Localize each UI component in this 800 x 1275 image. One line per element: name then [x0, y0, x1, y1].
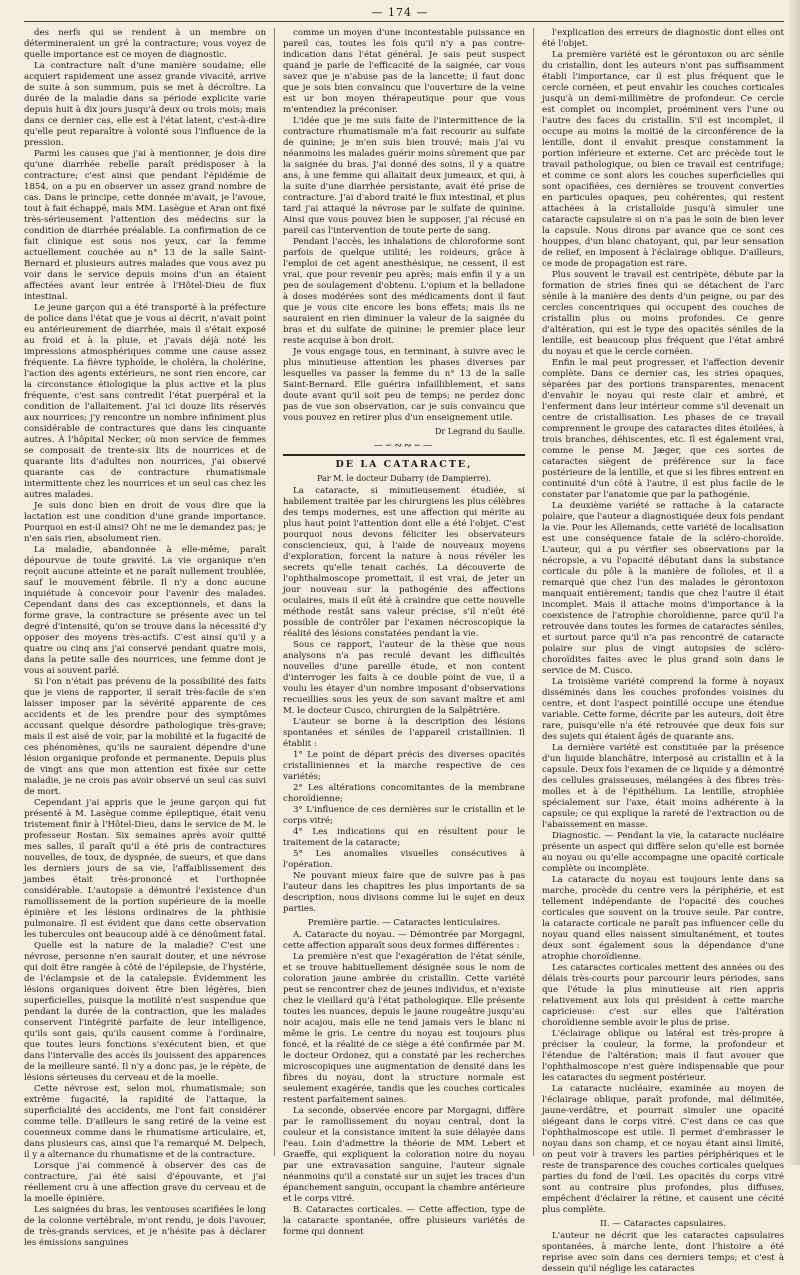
paragraph: l'explication des erreurs de diagnostic dont elles ont été l'objet. — [542, 28, 784, 49]
header-rule — [24, 21, 784, 22]
paragraph: La seconde, observée encore par Morgagni, diffère par le ramollissement du noyau central, dont la couleur et la consistance imitent la suie délayée dans l'eau. Loin d'admettre la théorie de MM. Lebert et Graeffe, qui expliquent la coloration noire du noyau par une extravasation sanguine, l'auteur signale néanmoins qu'il a constaté sur un sujet les traces d'un épanchement sanguin, occupant la chambre antérieure et le corps vitré. — [283, 1106, 525, 1204]
paragraph: 2° Les altérations concomitantes de la membrane choroïdienne; — [283, 783, 525, 804]
paragraph: Le jeune garçon qui a été transporté à la préfecture de police dans l'état que je vous ai décrit, n'avait point eu antérieurement de diarrhée, mais il s'était exposé au froid et à la pluie, et j'avais déjà noté les impressions atmosphériques comme une cause assez fréquente. La fièvre typhoïde, le choléra, la cholérine, l'action des agents extérieurs, ne sont rien encore, car la circonstance étiologique la plus active et la plus fréquente, c'est sans contredit l'état puerpéral et la condition de l'allaitement. J'ai ici douze lits réservés aux nourrices; j'y rencontre un nombre infiniment plus considérable de contractures que dans les cinquante autres. À l'hôpital Necker, où mon service de femmes se composait de trente-six lits de nourrices et de quarante lits d'adultes non nourrices, j'ai observé quarante cas de contracture rhumatismale intermittente chez les nourrices et un seul cas chez les autres malades. — [24, 303, 266, 500]
paragraph: 3° L'influence de ces dernières sur le cristallin et le corps vitré; — [283, 805, 525, 826]
paragraph: La première n'est que l'exagération de l'état sénile, et se trouve habituellement désignée sous le nom de coloration jaune ambrée du cristallin. Cette variété peut se rencontrer chez de jeunes individus, et n'existe chez le vieillard qu'à l'état pathologique. Elle présente toutes les nuances, depuis le jaune rougeâtre jusqu'au noir acajou, mais elle ne tend jamais vers le blanc ni même le gris. Le centre du noyau est toujours plus foncé, et la réalité de ce siège a été confirmée par M. le docteur Ordonez, qui a constaté par les recherches microscopiques une augmentation de densité dans les fibres du noyau, dont la structure normale est seulement exagérée, tandis que les couches corticales restent parfaitement saines. — [283, 952, 525, 1105]
author-signature: Dr Legrand du Saulle. — [435, 427, 525, 436]
paragraph: 1° Le point de départ précis des diverses opacités cristalliniennes et la marche respective de ces variétés; — [283, 750, 525, 782]
paragraph: A. Cataracte du noyau. — Démontrée par Morgagni, cette affection apparaît sous deux formes différentes : — [283, 930, 525, 951]
section-heading: Première partie. — Cataractes lenticulaires. — [307, 918, 501, 928]
column-right — [542, 28, 784, 1274]
paragraph: La dernière variété est constituée par la présence d'un liquide blanchâtre, interposé au cristallin et à la capsule. Deux fois l'examen de ce liquide y a démontré des cellules graisseuses, mélangées à des fibres très-molles et à de l'épithélium. La lentille, atrophiée spécialement sur l'axe, était moins adhérente à la capsule; ce qui explique la rareté de l'extraction ou de l'abaissement en masse. — [542, 743, 784, 830]
paragraph: Les saignées du bras, les ventouses scarifiées le long de la colonne vertébrale, m'ont rendu, je dois l'avouer, de très-grands services, et je n'hésite pas à déclarer les émissions sanguines — [24, 1205, 266, 1248]
page-edge-shadow — [786, 0, 800, 1165]
column-middle — [283, 28, 525, 1237]
paragraph: 4° Les indications qui en résultent pour le traitement de la cataracte; — [283, 827, 525, 848]
paragraph: des nerfs qui se rendent à un membre on détermineraient un gré la contracture; vous voyez de quelle importance est ce moyen de diagnostic. — [24, 28, 266, 60]
paragraph: Cependant j'ai appris que le jeune garçon qui fut présenté à M. Lasègue comme épileptique, était venu tristement finir à l'Hôtel-Dieu, dans le service de M. le professeur Rostan. Six semaines après avoir quitté mes salles, il paraît qu'il a été pris de contractures nouvelles, de toux, de dyspnée, de sueurs, et que dans les derniers jours de sa vie, l'affaiblissement des jambes était très-prononcé et l'orthopnée considérable. L'autopsie a démontré l'existence d'un ramollissement de la portion supérieure de la moelle épinière et les lésions ordinaires de la phthisie pulmonaire. Il est évident que dans cette observation les tubercules ont beaucoup aidé à ce dénoûment fatal. — [24, 798, 266, 940]
paragraph: La deuxième variété se rattache à la cataracte polaire, que l'auteur a diagnostiquée deux fois pendant la vie. Pour les Allemands, cette variété de localisation est une conséquence fatale de la scléro-choroïde. L'auteur, qui a pu vérifier ses observations par la nécropsie, a vu l'opacité débutant dans la substance corticale du pôle à la manière de folioles, et il a remarqué que chez l'un des malades le gérontoxon manquait entièrement; tandis que chez l'autre il était incomplet. Mais il attache moins d'importance à la coexistence de l'atrophie choroïdienne, parce qu'il l'a retrouvée dans toutes les formes de cataractes séniles, et surtout parce qu'il n'a pas rencontré de cataracte polaire sur plus de vingt autopsies de scléro-choroïdites faites avec le plus grand soin dans le service de M. Cusco. — [542, 501, 784, 676]
paragraph: Parmi les causes que j'ai à mentionner, je dois dire qu'une diarrhée rebelle paraît prédisposer à la contracture; c'est ainsi que pendant l'épidémie de 1854, on a pu en observer un assez grand nombre de cas. Dans le principe, cette donnée m'avait, je l'avoue, tout à fait échappé, mais MM. Lasègue et Aran ont fixé très-sérieusement l'attention des médecins sur la condition de diarrhée préalable. La confirmation de ce fait clinique est sous nos yeux, car la femme actuellement couchée au n° 13 de la salle Saint-Bernard et plusieurs autres malades que vous avez pu voir dans le service depuis moins d'un an étaient affectées avant leur entrée à l'Hôtel-Dieu de flux intestinal. — [24, 149, 266, 302]
paragraph: Je suis donc bien en droit de vous dire que la lactation est une condition d'une grande importance. Pourquoi en est-il ainsi? Oh! ne me le demandez pas; je n'en sais rien, absolument rien. — [24, 501, 266, 544]
paragraph: Diagnostic. — Pendant la vie, la cataracte nucléaire présente un aspect qui diffère selon qu'elle est bornée au noyau ou qu'elle accompagne une opacité corticale complète ou incomplète. — [542, 831, 784, 874]
paragraph: La cataracte du noyau est toujours lente dans sa marche, procède du centre vers la périphérie, et est tellement indépendante de l'opacité des couches corticales que souvent on la trouve seule. Par contre, la cataracte corticale ne paraît pas influencer celle du noyau quand elles naissent simultanément, et toutes deux sont également sous la dépendance d'une atrophie choroïdienne. — [542, 875, 784, 962]
paragraph: 5° Les anomalies visuelles consécutives à l'opération. — [283, 849, 525, 870]
paragraph: La contracture naît d'une manière soudaine; elle acquiert rapidement une assez grande vivacité, arrive de suite à son summum, puis se met à décroître. La durée de la maladie dans sa période explicite varie depuis huit à dix jours jusqu'à deux ou trois mois; mais dans ce dernier cas, elle est à l'état latent, c'est-à-dire qu'elle peut reparaître à volonté sous l'influence de la pression. — [24, 61, 266, 148]
paragraph: Sous ce rapport, l'auteur de la thèse que nous analysons n'a pas reculé devant les difficultés nouvelles d'une pareille étude, et non content d'interroger les faits à ce double point de vue, il a voulu les étayer d'un nombre imposant d'observations recueillies sous les yeux de son savant maître et ami M. le docteur Cusco, chirurgien de la Salpêtrière. — [283, 640, 525, 716]
paragraph: Plus souvent le travail est centripète, débute par la formation de stries fines qui se détachent de l'arc sénile à la manière des dents d'un peigne, ou par des cercles concentriques qui occupent des couches de cristallin plus ou moins profondes. Ce genre d'altération, qui est le type des opacités séniles de la lentille, est beaucoup plus fréquent que l'état ambré du noyau et que le cercle cornéen. — [542, 270, 784, 357]
paragraph: Cette névrose est, selon moi, rhumatismale; son extrême fugacité, la rapidité de l'attaque, la superficialité des accidents, me l'ont fait considérer comme telle. D'ailleurs le sang retiré de la veine est couenneux comme dans le rhumatisme articulaire, et, dans plusieurs cas, ainsi que l'a remarqué M. Delpech, il y a alternance du rhumatisme et de la contracture. — [24, 1084, 266, 1160]
paragraph: Pendant l'accès, les inhalations de chloroforme sont parfois de quelque utilité; les roideurs, grâce à l'emploi de cet agent anesthésique, ne cessent, il est vrai, que pour revenir peu après; mais enfin il y a un peu de soulagement d'obtenu. L'opium et la belladone à doses modérées sont des médicaments dont il faut que je vous cite encore les bons effets; mais ils ne sauraient en rien diminuer la valeur de la saignée du bras et du sulfate de quinine: le premier place leur reste acquise à bon droit. — [283, 237, 525, 346]
paragraph: La cataracte nucléaire, examinée au moyen de l'éclairage oblique, paraît profonde, mal délimitée, jaune-verdâtre, et pourrait simuler une opacité siégeant dans le corps vitré. C'est dans ce cas que l'ophthalmoscope est utile. Il permet d'embrasser le noyau dans son champ, et ce noyau étant ainsi limité, on peut voir à travers les parties périphériques et le reste de transparence des couches corticales quelques parties du fond de l'œil. Les opacités du corps vitré sont au contraire plus profondes, plus diffuses, empêchent d'éclairer la rétine, et causent une cécité plus complète. — [542, 1084, 784, 1215]
paragraph: Lorsque j'ai commencé à observer des cas de contracture, j'ai été saisi d'épouvante, et j'ai réellement cru à une affection grave du cerveau et de la moelle épinière. — [24, 1161, 266, 1204]
section-ornament: —∽∾∾∽— — [373, 441, 435, 451]
paragraph: L'idée que je me suis faite de l'intermittence de la contracture rhumatismale m'a fait recourir au sulfate de quinine; je m'en suis bien trouvé; mais j'ai vu néanmoins les malades guérir moins sûrement que par la saignée du bras. J'ai donné des soins, il y a quatre ans, à une femme qui allaitait deux jumeaux, et qui, à la suite d'une diarrhée persistante, avait été prise de contracture. J'ai d'abord traité le flux intestinal, et plus tard j'ai attaqué la névrose par le sulfate de quinine. Ainsi que vous pouvez bien le supposer, j'ai récusé en pareil cas l'intervention de toute perte de sang. — [283, 116, 525, 236]
paragraph: La première variété est le gérontoxon ou arc sénile du cristallin, dont les auteurs n'ont pas suffisamment établi l'importance, car il est plus fréquent que le cercle cornéen, et peut envahir les couches corticales jusqu'à un demi-millimètre de profondeur. Ce cercle est complet ou incomplet, proéminent vers l'une ou l'autre des faces du cristallin. S'il est incomplet, il occupe au moins la moitié de la circonférence de la lentille, dont il envahit presque constamment la portion inférieure et externe. Cet arc précède tout le travail pathologique, ou bien ce travail est centrifuge; et comme ce sont alors les couches superficielles qui sont opacifiées, ces dernières se trouvent converties en particules opaques, peu cohérentes, qui restent attachées à la cristalloïde jusqu'à simuler une cataracte capsulaire si on n'a pas le soin de bien lever la capsule. Nous dirons par avance que ce sont ces houppes, d'un blanc chatoyant, qui, par leur sensation de relief, en imposent à l'éclairage oblique. D'ailleurs, ce mode de propagation est rare. — [542, 50, 784, 269]
article-byline: Par M. le docteur Dubarry (de Dampierre). — [316, 474, 492, 483]
page-number: — 174 — — [371, 6, 429, 19]
paragraph: Si l'on n'était pas prévenu de la possibilité des faits que je viens de rapporter, il serait très-facile de s'en laisser imposer par la sévérité apparente de ces accidents et de les prendre pour des symptômes accusant quelque désordre pathologique très-grave; mais il est aisé de voir, par la mobilité et la fugacité de ces phénomènes, qu'ils ne sauraient dépendre d'une lésion organique profonde et permanente. Depuis plus de vingt ans que mon attention est fixée sur cette maladie, je ne crois pas avoir observé un seul cas suivi de mort. — [24, 677, 266, 797]
column-divider — [274, 28, 275, 1156]
paragraph: La maladie, abandonnée à elle-même, paraît dépourvue de toute gravité. La vie organique n'en reçoit aucune atteinte et ne paraît nullement troublée, sauf le mouvement fébrile. Il n'y a donc aucune inquiétude à concevoir pour l'avenir des malades. Cependant dans des cas exceptionnels, et dans la forme grave, la contracture se présente avec un tel degré d'intensité, qu'on se trouve dans la nécessité d'y opposer des moyens très-actifs. C'est ainsi qu'il y a quatre ou cinq ans j'ai conservé pendant quatre mois, dans la petite salle des nourrices, une femme dont je vous ai souvent parlé. — [24, 545, 266, 676]
section-heading: II. — Cataractes capsulaires. — [600, 1219, 726, 1229]
paragraph: L'auteur se borne à la description des lésions spontanées et séniles de l'appareil cristallinien. Il établit : — [283, 717, 525, 749]
paragraph: Ne pouvant mieux faire que de suivre pas à pas l'auteur dans les chapitres les plus importants de sa description, nous divisons comme lui le sujet en deux parties. — [283, 871, 525, 914]
paragraph: Quelle est la nature de la maladie? C'est une névrose, personne n'en saurait douter, et une névrose qui doit être rangée à côté de l'épilepsie, de l'hystérie, de l'éclampsie et de la catalepsie. Évidemment les lésions organiques doivent être bien légères, bien superficielles, puisque la motilité n'est suspendue que pendant la durée de la contraction, que les malades conservent l'intégrité parfaite de leur intelligence, qu'ils sont gais, qu'ils causent comme à l'ordinaire, que toutes leurs fonctions s'exécutent bien, et que dans l'intervalle des accès ils jouissent des apparences de la meilleure santé. Il n'y a donc pas, je le répète, de lésions sérieuses du cerveau et de la moelle. — [24, 941, 266, 1083]
paragraph: La cataracte, si minutieusement étudiée, si habilement traitée par les chirurgiens les plus célèbres des temps modernes, est une affection qui mérite au plus haut point l'attention dont elle a été l'objet. C'est pourquoi nous devons féliciter les observateurs consciencieux, qui, à l'aide de nouveaux moyens d'exploration, forcent la nature à nous révéler les secrets qu'elle tenait cachés. La découverte de l'ophthalmoscope promettait, il est vrai, de jeter un jour nouveau sur la pathogénie des affections oculaires, mais il eût été à craindre que cette nouvelle méthode restât sans valeur précise, s'il n'eût été possible de contrôler par l'examen nécroscopique la réalité des lésions constatées pendant la vie. — [283, 486, 525, 639]
article-title: DE LA CATARACTE, — [283, 454, 525, 470]
column-divider — [533, 28, 534, 1156]
column-left — [24, 28, 266, 1248]
paragraph: Les cataractes corticales mettent des années ou des délais très-courts pour parcourir leurs périodes, sans que l'étude la plus minutieuse ait rien appris relativement aux lois qui président à cette marche capricieuse: c'est sur elles que l'altération choroïdienne semble avoir le plus de prise. — [542, 963, 784, 1028]
paragraph: B. Cataractes corticales. — Cette affection, type de la cataracte spontanée, offre plusieurs variétés de forme qui donnent — [283, 1205, 525, 1237]
paragraph: Enfin le mal peut progresser, et l'affection devenir complète. Dans ce dernier cas, les stries opaques, séparées par des portions transparentes, menacent d'envahir le noyau qui reste clair et ambré, et l'enferment dans leur intérieur comme s'il devenait un centre de cristallisation. Les phases de ce travail comprennent le groupe des cataractes dites étoilées, à trois branches, déhiscentes, etc. Il est également vrai, comme le pense M. Jæger, que ces sortes de cataractes siègent de préférence sur la face postérieure de la lentille, et que si les fibres entrent en continuité d'un côté à l'autre, il est plus facile de le constater par l'anatomie que par la pathogénie. — [542, 358, 784, 500]
paragraph: Je vous engage tous, en terminant, à suivre avec le plus minutieuse attention les phases diverses par lesquelles va passer la femme du n° 13 de la salle Saint-Bernard. Elle guérira infailliblement, et sans doute avant qu'il soit peu de temps; ne perdez donc pas de vue son observation, car je suis convaincu que vous pouvez en retirer plus d'un enseignement utile. — [283, 347, 525, 423]
paragraph: L'éclairage oblique ou latéral est très-propre à préciser la couleur, la forme, la profondeur et l'étendue de l'altération; mais il faut avouer que l'ophthalmoscope n'est guère indispensable que pour les cataractes du segment postérieur. — [542, 1029, 784, 1083]
paragraph: comme un moyen d'une incontestable puissance en pareil cas, toutes les fois qu'il n'y a pas contre-indication dans l'état général. Je sais peut suspect quand je parle de l'efficacité de la saignée, car vous savez que je n'abuse pas de la lancette; il faut donc que je sois bien convaincu que l'ouverture de la veine est ur bon moyen thérapeutique pour que vous m'entendiez la préconiser. — [283, 28, 525, 115]
paragraph: L'auteur ne décrit que les cataractes capsulaires spontanées, à marche lente, dont l'histoire a été reprise avec soin dans ces derniers temps; et c'est à dessein qu'il néglige les cataractes — [542, 1231, 784, 1274]
paragraph: La troisième variété comprend la forme à noyaux disséminés dans les couches profondes voisines du centre, et dont l'aspect pointillé occupe une étendue variable. Cette forme, décrite par les auteurs, doit être rare, puisqu'elle n'a été retrouvée que deux fois sur des sujets qui étaient âgés de quarante ans. — [542, 677, 784, 742]
